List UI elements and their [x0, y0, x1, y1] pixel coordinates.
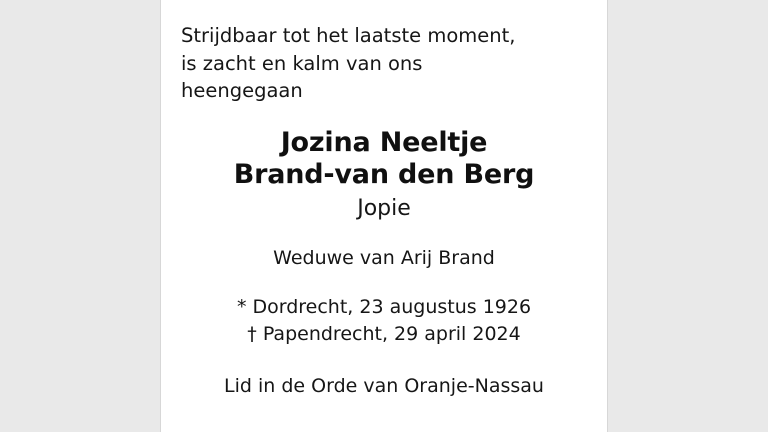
- life-dates: [237, 294, 531, 349]
- death-line: † Papendrecht, 29 april 2024: [247, 323, 521, 346]
- intro-line-2: is zacht en kalm van ons: [181, 51, 423, 75]
- honour-line: Lid in de Orde van Oranje-Nassau: [224, 374, 544, 397]
- page-gutter-right: [608, 0, 768, 432]
- spouse-line: Weduwe van Arij Brand: [273, 246, 495, 269]
- deceased-name: [234, 127, 535, 191]
- intro-line-1: Strijdbaar tot het laatste moment,: [181, 24, 516, 47]
- deceased-nickname: Jopie: [357, 195, 411, 221]
- page-gutter-left: [0, 0, 160, 432]
- obituary-card: [160, 0, 608, 432]
- intro-line-3: heengegaan: [181, 79, 303, 103]
- intro-text: [175, 22, 593, 105]
- birth-line: * Dordrecht, 23 augustus 1926: [236, 295, 532, 318]
- name-line-1: Jozina Neeltje: [280, 127, 488, 159]
- name-line-2: Brand-van den Berg: [233, 158, 535, 190]
